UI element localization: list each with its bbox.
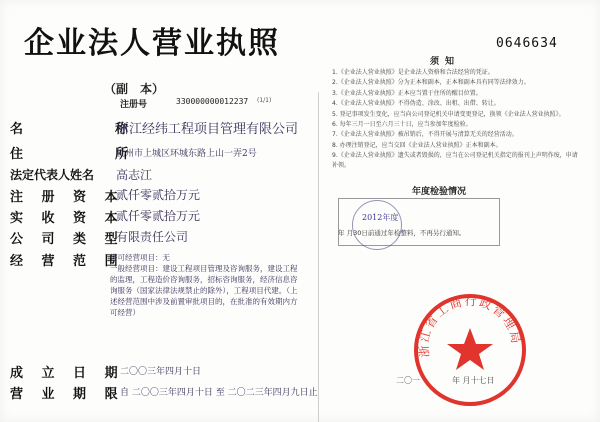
notice-item: 4.《企业法人营业执照》不得伪造、涂改、出租、出借、转让。	[332, 100, 500, 108]
annual-inspection-title: 年度检验情况	[412, 187, 467, 197]
issue-date-part2: 年 月十七日	[452, 376, 495, 385]
scope-label: 经 营 范 围	[10, 254, 125, 269]
annual-inspection-text: 年 月30日前通过年检整料，不再另行通知。	[338, 229, 466, 237]
official-seal	[410, 290, 530, 410]
annual-stamp-year: 2012年度	[362, 213, 399, 222]
issue-date-part1: 二〇一	[396, 376, 420, 385]
rep-label: 法定代表人姓名	[10, 168, 95, 182]
term-label: 营 业 期 限	[10, 387, 125, 402]
rep-value: 高志江	[116, 168, 153, 182]
name-value: 浙江经纬工程项目管理有限公司	[116, 122, 299, 137]
company-type-value: 有限责任公司	[116, 230, 189, 244]
paid-capital-value: 贰仟零贰拾万元	[116, 209, 201, 223]
address-label: 住 所	[10, 147, 151, 162]
notice-item: 5. 登记事项发生变化，应当向公司登记机关申请变更登记，换领《企业法人营业执照》。	[332, 110, 565, 118]
notice-item: 8. 办理注销登记，应当交回《企业法人营业执照》正本和副本。	[332, 141, 502, 149]
name-label: 名 称	[10, 122, 151, 137]
divider-line	[318, 92, 319, 422]
registration-note: (1/1)	[257, 97, 272, 104]
term-value: 自 二〇〇三年四月十日 至 二〇二三年四月九日止	[120, 388, 318, 398]
seal-text: 浙江省工商行政管理局	[416, 293, 524, 358]
established-label: 成 立 日 期	[10, 366, 125, 381]
address-value: 杭州市上城区环城东路上山一弄2号	[116, 149, 257, 159]
capital-value: 贰仟零贰拾万元	[116, 188, 201, 202]
notice-title: 须知	[430, 57, 461, 67]
annual-inspection-stamp	[352, 200, 402, 250]
copy-label: （副 本）	[104, 82, 165, 96]
notice-item: 2.《企业法人营业执照》分为正本和副本，正本和副本具有同等法律效力。	[332, 79, 530, 87]
scope-value: 许可经营项目：无 一般经营项目：建设工程项目管理及咨询服务，建设工程的监理，工程造价咨询服务，招标咨询服务，经济信息咨询服务（国家法律法规禁止的除外），工程项目代建。（上述经营范围中涉及前置审批项目的，在批准的有效期内方可经营）	[110, 253, 298, 317]
paid-capital-label: 实 收 资 本	[10, 211, 125, 226]
established-value: 二〇〇三年四月十日	[120, 367, 202, 377]
notice-list	[332, 68, 582, 171]
notice-item: 9.《企业法人营业执照》遗失或者毁损的，应当在公司登记机关指定的报刊上声明作废，申请补领。	[332, 152, 578, 169]
serial-number: 0646634	[496, 36, 558, 51]
notice-item: 3.《企业法人营业执照》正本应当置于住所的醒目位置。	[332, 89, 482, 97]
notice-item: 6. 每年三月一日至六月三十日，应当参加年度检验。	[332, 121, 472, 129]
notice-item: 1.《企业法人营业执照》是企业法人资格和合法经营的凭证。	[332, 69, 494, 76]
company-type-label: 公 司 类 型	[10, 232, 125, 247]
document-title: 企业法人营业执照	[24, 26, 280, 61]
registration-label: 注册号	[120, 100, 148, 110]
capital-label: 注 册 资 本	[10, 190, 125, 205]
notice-item: 7.《企业法人营业执照》被吊销后，不得开展与清算无关的经营活动。	[332, 131, 518, 139]
registration-number: 330000000012237	[176, 97, 249, 106]
